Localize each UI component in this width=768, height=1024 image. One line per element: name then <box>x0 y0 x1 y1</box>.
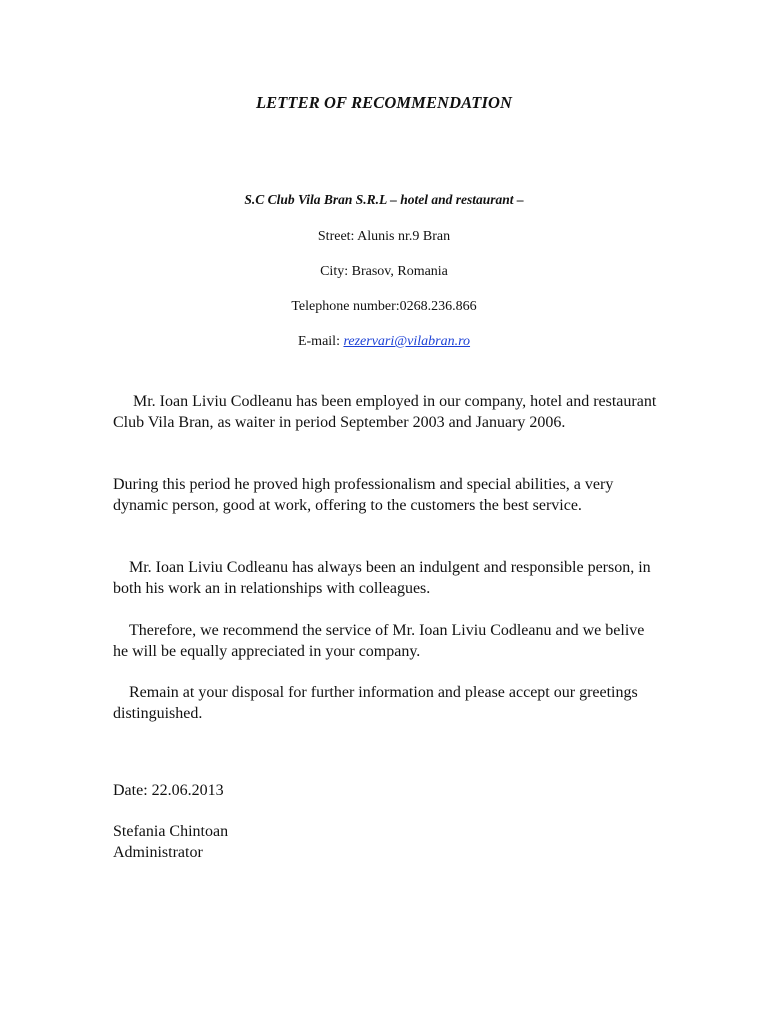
company-email-line <box>0 334 768 350</box>
signer-role: Administrator <box>113 844 203 861</box>
paragraph-character <box>113 557 658 599</box>
letter-title: LETTER OF RECOMMENDATION <box>255 93 513 112</box>
paragraph-employment <box>113 391 658 433</box>
paragraph-professionalism-text: During this period he proved high professionalism and special abilities, a very dynamic person, good at work, offering to the customers the best service. <box>113 476 614 514</box>
company-city: City: Brasov, Romania <box>320 264 448 279</box>
email-link[interactable]: rezervari@vilabran.ro <box>343 334 471 349</box>
email-label: E-mail: <box>297 334 344 349</box>
company-telephone: Telephone number:0268.236.866 <box>291 299 477 314</box>
paragraph-closing-text: Remain at your disposal for further information and please accept our greetings distinguished. <box>113 684 638 722</box>
paragraph-closing <box>113 682 658 724</box>
company-street: Street: Alunis nr.9 Bran <box>317 229 451 244</box>
paragraph-character-text: Mr. Ioan Liviu Codleanu has always been an indulgent and responsible person, in both his work an in relationships with colleagues. <box>113 559 651 597</box>
paragraph-recommendation-text: Therefore, we recommend the service of Mr. Ioan Liviu Codleanu and we belive he will be equally appreciated in your company. <box>113 622 645 660</box>
paragraph-employment-text: Mr. Ioan Liviu Codleanu has been employed in our company, hotel and restaurant Club Vila Bran, as waiter in period September 2003 and January 2006. <box>113 393 657 431</box>
letter-date: Date: 22.06.2013 <box>113 782 224 799</box>
company-name: S.C Club Vila Bran S.R.L – hotel and restaurant – <box>244 192 524 207</box>
paragraph-professionalism <box>113 474 658 516</box>
signer-name: Stefania Chintoan <box>113 823 229 840</box>
paragraph-recommendation <box>113 620 658 662</box>
